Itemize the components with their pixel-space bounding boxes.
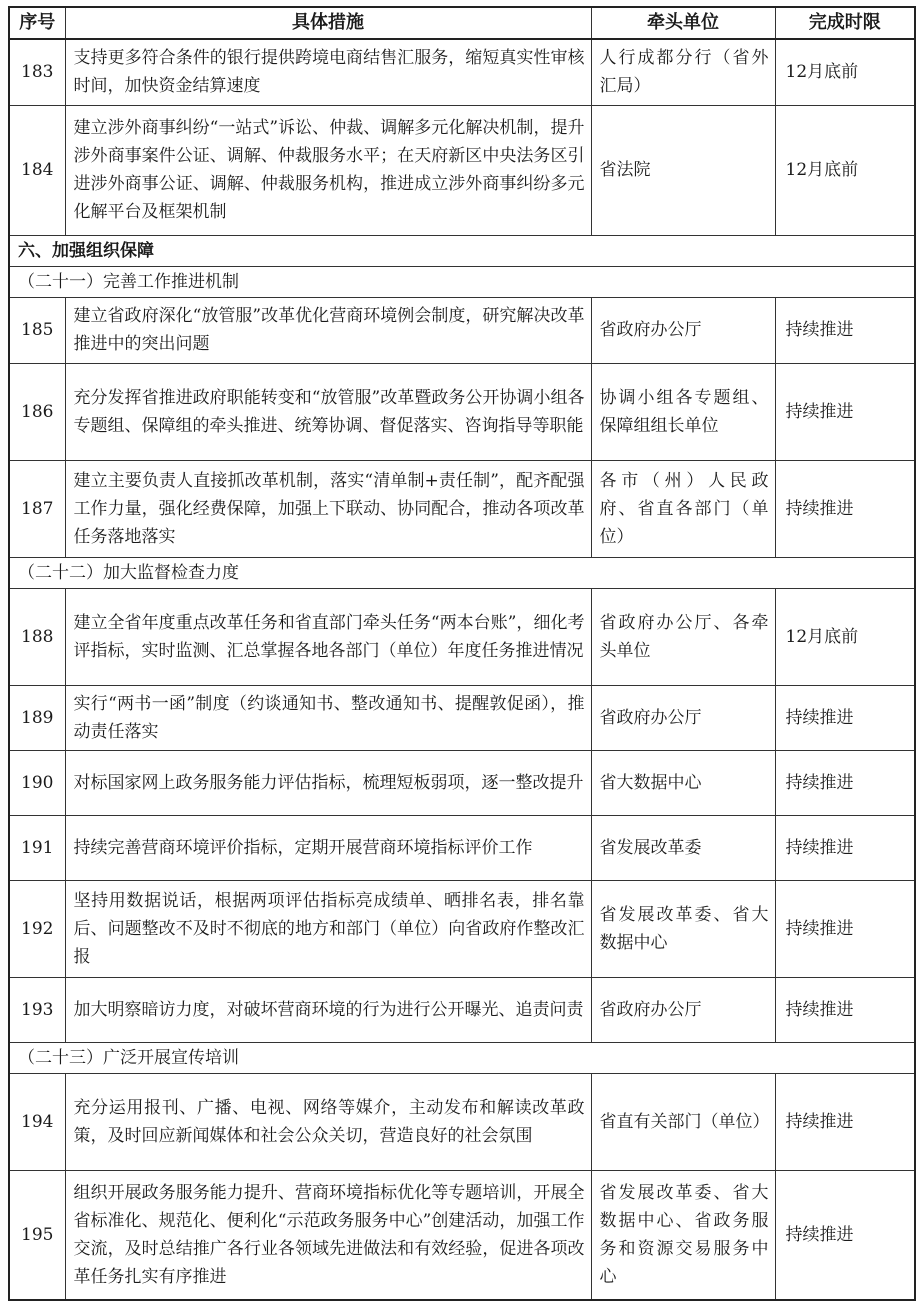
table-row bbox=[9, 39, 915, 105]
subsection-heading-row bbox=[9, 557, 915, 588]
row-deadline: 持续推进 bbox=[775, 1073, 915, 1170]
row-lead-unit: 各市（州）人民政府、省直各部门（单位） bbox=[591, 460, 775, 557]
subsection-heading: （二十一）完善工作推进机制 bbox=[9, 266, 915, 297]
row-number: 193 bbox=[9, 977, 65, 1042]
row-deadline: 12月底前 bbox=[775, 588, 915, 685]
table-row bbox=[9, 105, 915, 235]
row-deadline: 持续推进 bbox=[775, 460, 915, 557]
subsection-heading-row bbox=[9, 266, 915, 297]
row-lead-unit: 省政府办公厅 bbox=[591, 297, 775, 363]
row-measure: 建立主要负责人直接抓改革机制，落实“清单制+责任制”，配齐配强工作力量，强化经费保障，加强上下联动、协同配合，推动各项改革任务落地落实 bbox=[65, 460, 591, 557]
row-lead-unit: 省政府办公厅 bbox=[591, 685, 775, 750]
row-number: 185 bbox=[9, 297, 65, 363]
table-row bbox=[9, 1073, 915, 1170]
row-deadline: 持续推进 bbox=[775, 880, 915, 977]
row-lead-unit: 省政府办公厅 bbox=[591, 977, 775, 1042]
subsection-heading: （二十二）加大监督检查力度 bbox=[9, 557, 915, 588]
row-measure: 支持更多符合条件的银行提供跨境电商结售汇服务，缩短真实性审核时间，加快资金结算速度 bbox=[65, 39, 591, 105]
row-lead-unit: 省政府办公厅、各牵头单位 bbox=[591, 588, 775, 685]
row-measure: 持续完善营商环境评价指标，定期开展营商环境指标评价工作 bbox=[65, 815, 591, 880]
table-row bbox=[9, 977, 915, 1042]
table-row bbox=[9, 685, 915, 750]
row-measure: 坚持用数据说话，根据两项评估指标亮成绩单、晒排名表，排名靠后、问题整改不及时不彻底的地方和部门（单位）向省政府作整改汇报 bbox=[65, 880, 591, 977]
row-deadline: 12月底前 bbox=[775, 39, 915, 105]
row-lead-unit: 省发展改革委、省大数据中心 bbox=[591, 880, 775, 977]
table-row bbox=[9, 815, 915, 880]
row-number: 184 bbox=[9, 105, 65, 235]
row-lead-unit: 人行成都分行（省外汇局） bbox=[591, 39, 775, 105]
table-row bbox=[9, 297, 915, 363]
row-number: 191 bbox=[9, 815, 65, 880]
table-row bbox=[9, 880, 915, 977]
row-measure: 加大明察暗访力度，对破坏营商环境的行为进行公开曝光、追责问责 bbox=[65, 977, 591, 1042]
row-deadline: 持续推进 bbox=[775, 977, 915, 1042]
row-measure: 建立省政府深化“放管服”改革优化营商环境例会制度，研究解决改革推进中的突出问题 bbox=[65, 297, 591, 363]
row-number: 187 bbox=[9, 460, 65, 557]
row-deadline: 持续推进 bbox=[775, 1170, 915, 1300]
header-lead-unit: 牵头单位 bbox=[591, 7, 775, 39]
row-deadline: 持续推进 bbox=[775, 750, 915, 815]
row-number: 195 bbox=[9, 1170, 65, 1300]
row-measure: 对标国家网上政务服务能力评估指标，梳理短板弱项，逐一整改提升 bbox=[65, 750, 591, 815]
table-row bbox=[9, 363, 915, 460]
row-measure: 建立涉外商事纠纷“一站式”诉讼、仲裁、调解多元化解决机制，提升涉外商事案件公证、调解、仲裁服务水平；在天府新区中央法务区引进涉外商事公证、调解、仲裁服务机构，推进成立涉外商事纠纷多元化解平台及框架机制 bbox=[65, 105, 591, 235]
row-number: 192 bbox=[9, 880, 65, 977]
row-number: 186 bbox=[9, 363, 65, 460]
row-measure: 实行“两书一函”制度（约谈通知书、整改通知书、提醒敦促函），推动责任落实 bbox=[65, 685, 591, 750]
table-row bbox=[9, 460, 915, 557]
header-measure: 具体措施 bbox=[65, 7, 591, 39]
row-deadline: 持续推进 bbox=[775, 685, 915, 750]
row-number: 188 bbox=[9, 588, 65, 685]
header-row bbox=[9, 7, 915, 39]
row-number: 190 bbox=[9, 750, 65, 815]
measures-table bbox=[8, 6, 916, 1301]
table-row bbox=[9, 750, 915, 815]
row-lead-unit: 协调小组各专题组、保障组组长单位 bbox=[591, 363, 775, 460]
subsection-heading: （二十三）广泛开展宣传培训 bbox=[9, 1042, 915, 1073]
row-lead-unit: 省法院 bbox=[591, 105, 775, 235]
row-lead-unit: 省大数据中心 bbox=[591, 750, 775, 815]
row-measure: 充分运用报刊、广播、电视、网络等媒介，主动发布和解读改革政策，及时回应新闻媒体和社会公众关切，营造良好的社会氛围 bbox=[65, 1073, 591, 1170]
row-deadline: 持续推进 bbox=[775, 297, 915, 363]
table-row bbox=[9, 1170, 915, 1300]
row-lead-unit: 省发展改革委 bbox=[591, 815, 775, 880]
row-deadline: 12月底前 bbox=[775, 105, 915, 235]
row-deadline: 持续推进 bbox=[775, 815, 915, 880]
row-measure: 建立全省年度重点改革任务和省直部门牵头任务“两本台账”，细化考评指标，实时监测、汇总掌握各地各部门（单位）年度任务推进情况 bbox=[65, 588, 591, 685]
table-row bbox=[9, 588, 915, 685]
section-heading: 六、加强组织保障 bbox=[9, 235, 915, 266]
row-deadline: 持续推进 bbox=[775, 363, 915, 460]
row-lead-unit: 省直有关部门（单位） bbox=[591, 1073, 775, 1170]
header-no: 序号 bbox=[9, 7, 65, 39]
row-number: 189 bbox=[9, 685, 65, 750]
row-number: 194 bbox=[9, 1073, 65, 1170]
subsection-heading-row bbox=[9, 1042, 915, 1073]
row-number: 183 bbox=[9, 39, 65, 105]
header-deadline: 完成时限 bbox=[775, 7, 915, 39]
row-measure: 充分发挥省推进政府职能转变和“放管服”改革暨政务公开协调小组各专题组、保障组的牵头推进、统筹协调、督促落实、咨询指导等职能 bbox=[65, 363, 591, 460]
row-lead-unit: 省发展改革委、省大数据中心、省政务服务和资源交易服务中心 bbox=[591, 1170, 775, 1300]
section-heading-row bbox=[9, 235, 915, 266]
row-measure: 组织开展政务服务能力提升、营商环境指标优化等专题培训，开展全省标准化、规范化、便利化“示范政务服务中心”创建活动，加强工作交流，及时总结推广各行业各领域先进做法和有效经验，促进各项改革任务扎实有序推进 bbox=[65, 1170, 591, 1300]
